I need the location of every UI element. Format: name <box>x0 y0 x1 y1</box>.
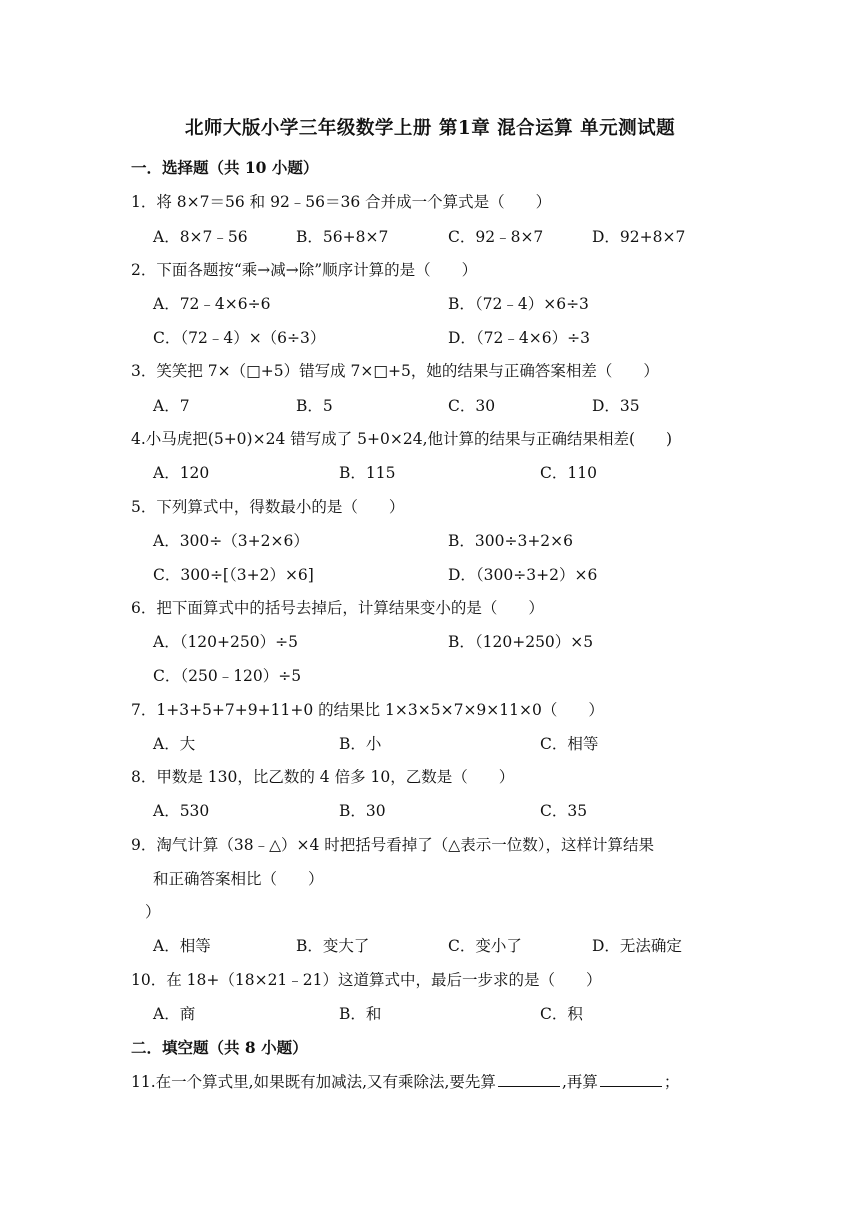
document-title: 北师大版小学三年级数学上册 第1章 混合运算 单元测试题 <box>184 118 676 139</box>
question-7-option-a: A．大 <box>153 735 196 753</box>
question-1-stem: 1．将 8×7＝56 和 92﹣56＝36 合并成一个算式是（ ） <box>131 193 552 211</box>
question-4-option-b: B．115 <box>339 464 396 482</box>
question-10-option-c: C．积 <box>540 1005 583 1023</box>
answer-blank-1[interactable] <box>498 1072 560 1087</box>
question-9-stem-line-1: 9．淘气计算（38﹣△）×4 时把括号看掉了（△表示一位数），这样计算结果 <box>131 836 654 854</box>
question-5-option-b: B．300÷3+2×6 <box>448 532 574 550</box>
section-heading-choice: 一．选择题（共 10 小题） <box>131 158 319 177</box>
question-1-option-c: C．92﹣8×7 <box>448 228 544 246</box>
question-7-option-b: B．小 <box>339 735 382 753</box>
question-2-option-a: A．72﹣4×6÷6 <box>153 295 271 313</box>
question-1-option-a: A．8×7﹣56 <box>153 228 248 246</box>
question-1-option-d: D．92+8×7 <box>592 228 686 246</box>
question-9-option-a: A．相等 <box>153 937 211 955</box>
question-6-option-c: C．（250﹣120）÷5 <box>153 667 302 685</box>
question-5-option-a: A．300÷（3+2×6） <box>153 532 309 550</box>
question-10-option-a: A．商 <box>153 1005 196 1023</box>
section-heading-fill: 二．填空题（共 8 小题） <box>131 1038 308 1057</box>
question-5-option-d: D．（300÷3+2）×6 <box>448 566 598 584</box>
question-10-stem: 10．在 18+（18×21﹣21）这道算式中，最后一步求的是（ ） <box>131 971 602 989</box>
question-2-stem: 2．下面各题按“乘→减→除”顺序计算的是（ ） <box>131 261 478 279</box>
question-10-option-b: B．和 <box>339 1005 382 1023</box>
question-11-text-part-1: 11.在一个算式里,如果既有加减法,又有乘除法,要先算 <box>131 1073 496 1091</box>
answer-blank-2[interactable] <box>600 1072 662 1087</box>
question-9-option-c: C．变小了 <box>448 937 522 955</box>
question-4-option-c: C．110 <box>540 464 597 482</box>
question-9-stem-line-3: ） <box>145 903 161 921</box>
question-8-stem: 8．甲数是 130，比乙数的 4 倍多 10，乙数是（ ） <box>131 768 515 786</box>
question-8-option-c: C．35 <box>540 802 588 820</box>
question-11-text-part-3: ； <box>663 1073 680 1091</box>
question-2-option-c: C．（72﹣4）×（6÷3） <box>153 329 326 347</box>
question-7-stem: 7．1+3+5+7+9+11+0 的结果比 1×3×5×7×9×11×0（ ） <box>131 701 604 719</box>
question-2-option-d: D．（72﹣4×6）÷3 <box>448 329 590 347</box>
question-3-option-a: A．7 <box>153 397 190 415</box>
question-3-option-b: B．5 <box>296 397 333 415</box>
question-3-option-d: D．35 <box>592 397 640 415</box>
question-4-option-a: A．120 <box>153 464 210 482</box>
question-6-stem: 6．把下面算式中的括号去掉后，计算结果变小的是（ ） <box>131 599 544 617</box>
question-7-option-c: C．相等 <box>540 735 599 753</box>
question-11-stem <box>131 1070 679 1092</box>
question-9-option-d: D．无法确定 <box>592 937 682 955</box>
question-4-stem: 4.小马虎把(5+0)×24 错写成了 5+0×24,他计算的结果与正确结果相差( ) <box>131 430 673 448</box>
question-3-stem: 3．笑笑把 7×（□+5）错写成 7×□+5，她的结果与正确答案相差（ ） <box>131 362 659 380</box>
question-8-option-b: B．30 <box>339 802 386 820</box>
question-1-option-b: B．56+8×7 <box>296 228 389 246</box>
question-5-stem: 5．下列算式中，得数最小的是（ ） <box>131 498 405 516</box>
question-9-stem-line-2: 和正确答案相比（ ） <box>153 870 324 888</box>
question-2-option-b: B．（72﹣4）×6÷3 <box>448 295 589 313</box>
question-11-text-part-2: ,再算 <box>561 1073 598 1091</box>
question-5-option-c: C．300÷[（3+2）×6] <box>153 566 314 584</box>
question-3-option-c: C．30 <box>448 397 496 415</box>
question-6-option-a: A．（120+250）÷5 <box>153 633 298 651</box>
question-9-option-b: B．变大了 <box>296 937 370 955</box>
question-6-option-b: B．（120+250）×5 <box>448 633 594 651</box>
question-8-option-a: A．530 <box>153 802 210 820</box>
